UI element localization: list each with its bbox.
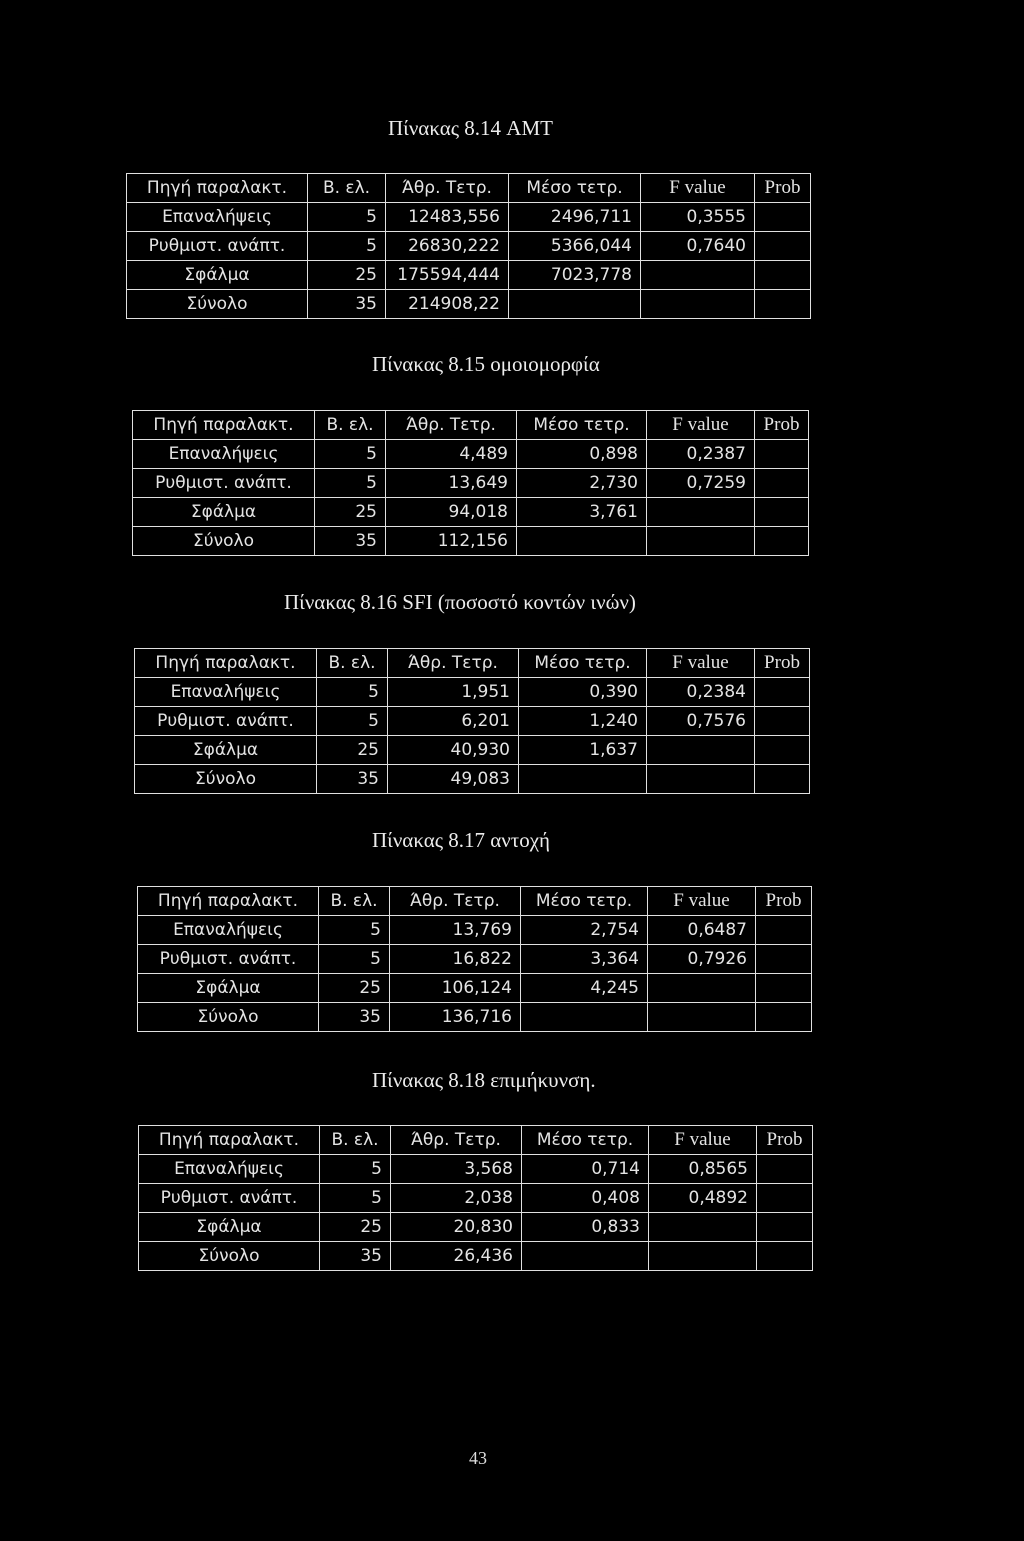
value-cell bbox=[647, 765, 755, 794]
value-cell bbox=[755, 707, 810, 736]
column-header: Άθρ. Τετρ. bbox=[386, 411, 517, 440]
value-cell: 5 bbox=[315, 469, 386, 498]
table-row bbox=[127, 290, 811, 319]
value-cell: 4,245 bbox=[521, 974, 648, 1003]
value-cell bbox=[521, 1003, 648, 1032]
column-header: Πηγή παραλακτ. bbox=[139, 1126, 320, 1155]
source-cell: Σφάλμα bbox=[133, 498, 315, 527]
value-cell bbox=[641, 290, 755, 319]
table-row bbox=[133, 440, 809, 469]
value-cell: 3,364 bbox=[521, 945, 648, 974]
source-cell: Σύνολο bbox=[127, 290, 308, 319]
column-header: F value bbox=[647, 649, 755, 678]
value-cell: 13,649 bbox=[386, 469, 517, 498]
column-header: Πηγή παραλακτ. bbox=[135, 649, 317, 678]
value-cell bbox=[647, 527, 755, 556]
value-cell: 25 bbox=[317, 736, 388, 765]
value-cell: 35 bbox=[319, 1003, 390, 1032]
value-cell: 94,018 bbox=[386, 498, 517, 527]
value-cell: 35 bbox=[308, 290, 386, 319]
value-cell: 49,083 bbox=[388, 765, 519, 794]
source-cell: Σύνολο bbox=[135, 765, 317, 794]
page-number: 43 bbox=[469, 1448, 487, 1468]
value-cell bbox=[756, 1003, 812, 1032]
value-cell: 5 bbox=[317, 678, 388, 707]
value-cell bbox=[519, 765, 647, 794]
value-cell: 5 bbox=[317, 707, 388, 736]
column-header: Prob bbox=[755, 174, 811, 203]
source-cell: Ρυθμιστ. ανάπτ. bbox=[133, 469, 315, 498]
table-row bbox=[139, 1184, 813, 1213]
source-cell: Σύνολο bbox=[138, 1003, 319, 1032]
table-row bbox=[133, 527, 809, 556]
value-cell: 2496,711 bbox=[509, 203, 641, 232]
value-cell: 26,436 bbox=[391, 1242, 522, 1271]
value-cell: 2,730 bbox=[517, 469, 647, 498]
value-cell bbox=[755, 203, 811, 232]
value-cell: 5 bbox=[315, 440, 386, 469]
table-row bbox=[127, 261, 811, 290]
value-cell: 0,714 bbox=[522, 1155, 649, 1184]
value-cell: 2,754 bbox=[521, 916, 648, 945]
value-cell: 106,124 bbox=[390, 974, 521, 1003]
value-cell: 6,201 bbox=[388, 707, 519, 736]
source-cell: Επαναλήψεις bbox=[139, 1155, 320, 1184]
source-cell: Σφάλμα bbox=[135, 736, 317, 765]
table-header-row bbox=[127, 174, 811, 203]
value-cell bbox=[509, 290, 641, 319]
value-cell bbox=[641, 261, 755, 290]
table-row bbox=[138, 1003, 812, 1032]
value-cell bbox=[756, 945, 812, 974]
value-cell: 7023,778 bbox=[509, 261, 641, 290]
column-header: Prob bbox=[755, 649, 810, 678]
value-cell: 3,761 bbox=[517, 498, 647, 527]
value-cell: 5 bbox=[308, 203, 386, 232]
anova-table bbox=[132, 410, 809, 556]
value-cell: 0,2384 bbox=[647, 678, 755, 707]
table-caption: Πίνακας 8.16 SFI (ποσοστό κοντών ινών) bbox=[284, 590, 636, 614]
source-cell: Σύνολο bbox=[139, 1242, 320, 1271]
column-header: F value bbox=[641, 174, 755, 203]
value-cell bbox=[755, 290, 811, 319]
source-cell: Σφάλμα bbox=[127, 261, 308, 290]
value-cell bbox=[755, 678, 810, 707]
anova-table bbox=[138, 1125, 813, 1271]
value-cell: 0,7259 bbox=[647, 469, 755, 498]
source-cell: Επαναλήψεις bbox=[133, 440, 315, 469]
anova-table bbox=[126, 173, 811, 319]
column-header: Β. ελ. bbox=[308, 174, 386, 203]
value-cell bbox=[755, 765, 810, 794]
value-cell: 16,822 bbox=[390, 945, 521, 974]
value-cell bbox=[755, 736, 810, 765]
value-cell: 12483,556 bbox=[386, 203, 509, 232]
source-cell: Επαναλήψεις bbox=[127, 203, 308, 232]
table-row bbox=[139, 1213, 813, 1242]
column-header: Άθρ. Τετρ. bbox=[391, 1126, 522, 1155]
table-row bbox=[138, 974, 812, 1003]
value-cell bbox=[756, 974, 812, 1003]
table-row bbox=[138, 945, 812, 974]
table-row bbox=[135, 678, 810, 707]
value-cell: 0,2387 bbox=[647, 440, 755, 469]
value-cell bbox=[755, 469, 809, 498]
value-cell: 13,769 bbox=[390, 916, 521, 945]
column-header: Άθρ. Τετρ. bbox=[388, 649, 519, 678]
value-cell: 5 bbox=[319, 945, 390, 974]
value-cell: 5 bbox=[319, 916, 390, 945]
column-header: Πηγή παραλακτ. bbox=[138, 887, 319, 916]
value-cell bbox=[755, 232, 811, 261]
value-cell: 35 bbox=[320, 1242, 391, 1271]
source-cell: Σφάλμα bbox=[139, 1213, 320, 1242]
value-cell: 0,7926 bbox=[648, 945, 756, 974]
value-cell: 1,637 bbox=[519, 736, 647, 765]
value-cell: 136,716 bbox=[390, 1003, 521, 1032]
column-header: Β. ελ. bbox=[315, 411, 386, 440]
value-cell bbox=[648, 974, 756, 1003]
table-row bbox=[139, 1155, 813, 1184]
column-header: Άθρ. Τετρ. bbox=[386, 174, 509, 203]
anova-table bbox=[137, 886, 812, 1032]
value-cell: 2,038 bbox=[391, 1184, 522, 1213]
value-cell: 5 bbox=[320, 1184, 391, 1213]
table-row bbox=[127, 232, 811, 261]
value-cell: 25 bbox=[320, 1213, 391, 1242]
value-cell bbox=[647, 736, 755, 765]
source-cell: Σφάλμα bbox=[138, 974, 319, 1003]
source-cell: Ρυθμιστ. ανάπτ. bbox=[138, 945, 319, 974]
source-cell: Ρυθμιστ. ανάπτ. bbox=[135, 707, 317, 736]
column-header: Μέσο τετρ. bbox=[519, 649, 647, 678]
table-row bbox=[135, 765, 810, 794]
value-cell: 0,898 bbox=[517, 440, 647, 469]
value-cell: 5 bbox=[308, 232, 386, 261]
value-cell: 0,6487 bbox=[648, 916, 756, 945]
value-cell: 40,930 bbox=[388, 736, 519, 765]
source-cell: Επαναλήψεις bbox=[138, 916, 319, 945]
table-row bbox=[135, 707, 810, 736]
table-header-row bbox=[138, 887, 812, 916]
value-cell bbox=[757, 1242, 813, 1271]
column-header: Μέσο τετρ. bbox=[522, 1126, 649, 1155]
value-cell: 214908,22 bbox=[386, 290, 509, 319]
column-header: Β. ελ. bbox=[317, 649, 388, 678]
value-cell bbox=[522, 1242, 649, 1271]
value-cell: 0,408 bbox=[522, 1184, 649, 1213]
column-header: Β. ελ. bbox=[320, 1126, 391, 1155]
value-cell: 35 bbox=[317, 765, 388, 794]
value-cell: 0,3555 bbox=[641, 203, 755, 232]
value-cell bbox=[648, 1003, 756, 1032]
table-row bbox=[133, 498, 809, 527]
column-header: Μέσο τετρ. bbox=[509, 174, 641, 203]
table-row bbox=[133, 469, 809, 498]
value-cell bbox=[649, 1242, 757, 1271]
value-cell: 0,833 bbox=[522, 1213, 649, 1242]
value-cell bbox=[755, 498, 809, 527]
value-cell bbox=[755, 527, 809, 556]
value-cell: 0,4892 bbox=[649, 1184, 757, 1213]
anova-table bbox=[134, 648, 810, 794]
table-caption: Πίνακας 8.17 αντοχή bbox=[372, 828, 551, 852]
value-cell bbox=[757, 1155, 813, 1184]
table-caption: Πίνακας 8.18 επιμήκυνση. bbox=[372, 1068, 596, 1092]
value-cell: 0,7640 bbox=[641, 232, 755, 261]
value-cell: 3,568 bbox=[391, 1155, 522, 1184]
value-cell bbox=[647, 498, 755, 527]
table-row bbox=[127, 203, 811, 232]
column-header: Άθρ. Τετρ. bbox=[390, 887, 521, 916]
value-cell: 25 bbox=[315, 498, 386, 527]
value-cell bbox=[756, 916, 812, 945]
table-header-row bbox=[133, 411, 809, 440]
value-cell: 26830,222 bbox=[386, 232, 509, 261]
value-cell: 25 bbox=[308, 261, 386, 290]
value-cell bbox=[757, 1213, 813, 1242]
value-cell: 1,240 bbox=[519, 707, 647, 736]
column-header: F value bbox=[648, 887, 756, 916]
value-cell: 20,830 bbox=[391, 1213, 522, 1242]
value-cell: 5 bbox=[320, 1155, 391, 1184]
value-cell: 0,390 bbox=[519, 678, 647, 707]
source-cell: Επαναλήψεις bbox=[135, 678, 317, 707]
source-cell: Ρυθμιστ. ανάπτ. bbox=[127, 232, 308, 261]
value-cell: 4,489 bbox=[386, 440, 517, 469]
table-caption: Πίνακας 8.14 AMT bbox=[388, 116, 553, 140]
value-cell bbox=[517, 527, 647, 556]
table-header-row bbox=[139, 1126, 813, 1155]
value-cell: 112,156 bbox=[386, 527, 517, 556]
column-header: Prob bbox=[755, 411, 809, 440]
column-header: Prob bbox=[756, 887, 812, 916]
value-cell: 5366,044 bbox=[509, 232, 641, 261]
value-cell bbox=[649, 1213, 757, 1242]
column-header: F value bbox=[647, 411, 755, 440]
value-cell bbox=[757, 1184, 813, 1213]
column-header: Β. ελ. bbox=[319, 887, 390, 916]
table-row bbox=[138, 916, 812, 945]
source-cell: Ρυθμιστ. ανάπτ. bbox=[139, 1184, 320, 1213]
value-cell: 175594,444 bbox=[386, 261, 509, 290]
table-header-row bbox=[135, 649, 810, 678]
column-header: Μέσο τετρ. bbox=[521, 887, 648, 916]
column-header: Prob bbox=[757, 1126, 813, 1155]
column-header: Πηγή παραλακτ. bbox=[133, 411, 315, 440]
source-cell: Σύνολο bbox=[133, 527, 315, 556]
table-row bbox=[139, 1242, 813, 1271]
table-row bbox=[135, 736, 810, 765]
value-cell: 35 bbox=[315, 527, 386, 556]
column-header: Πηγή παραλακτ. bbox=[127, 174, 308, 203]
value-cell: 0,8565 bbox=[649, 1155, 757, 1184]
value-cell bbox=[755, 261, 811, 290]
value-cell: 0,7576 bbox=[647, 707, 755, 736]
value-cell: 25 bbox=[319, 974, 390, 1003]
value-cell: 1,951 bbox=[388, 678, 519, 707]
column-header: Μέσο τετρ. bbox=[517, 411, 647, 440]
table-caption: Πίνακας 8.15 ομοιομορφία bbox=[372, 352, 600, 376]
column-header: F value bbox=[649, 1126, 757, 1155]
value-cell bbox=[755, 440, 809, 469]
